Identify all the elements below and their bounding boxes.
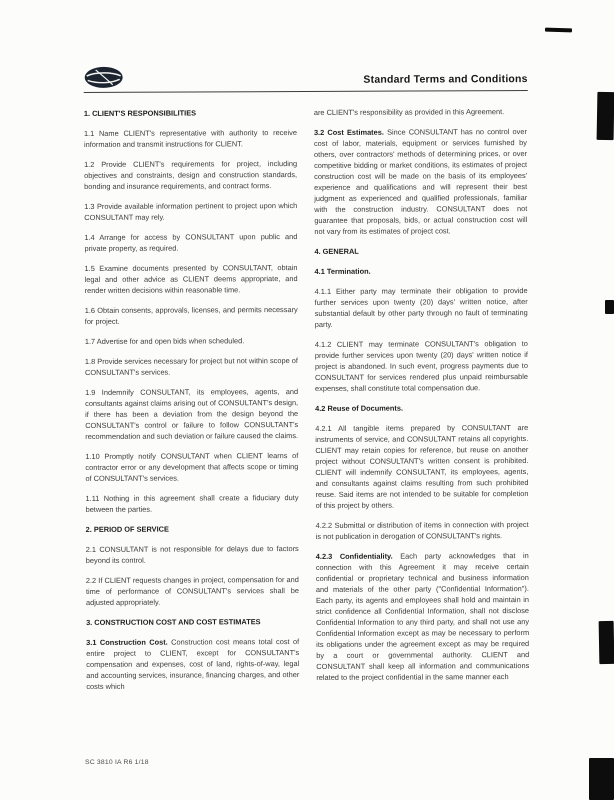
- section-heading: 1. CLIENT'S RESPONSIBILITIES: [83, 108, 197, 118]
- header-divider: [84, 90, 528, 93]
- paragraph: 3.1 Construction Cost. Construction cost means total cost of entire project to CLIENT, except for CONSULTANT's compensation and expenses, cost of land, rights-of-way, legal and accounting services, insurance, financing charges, and other costs which: [86, 637, 300, 691]
- paragraph: 3.2 Cost Estimates. Since CONSULTANT has no control over cost of labor, materials, equipment or services furnished by others, over contractors' methods of determining prices, or over competitive bidding or market conditions, its estimates of project construction cost will be made on the basis of its employees' experience and qualifications and will represent their best judgment as experienced and qualified professionals, familiar with the construction industry. CONSULTANT does not guarantee that proposals, bids, or actual construction cost will not vary from its estimates of project cost.: [313, 127, 528, 236]
- document-body: [84, 106, 531, 701]
- paragraph: are CLIENT's responsibility as provided in this Agreement.: [313, 107, 505, 117]
- scan-artifact-right-upper: [597, 92, 614, 140]
- paragraph: 1.1 Name CLIENT's representative with authority to receive information and transmit instructions for CLIENT.: [83, 128, 297, 149]
- document-form-code: SC 3810 IA R6 1/18: [85, 759, 149, 766]
- paragraph: 4.2.2 Submittal or distribution of items in connection with project is not publication in derogation of CONSULTANT's rights.: [315, 520, 529, 541]
- scan-artifact-top: [545, 28, 572, 33]
- paragraph: 1.10 Promptly notify CONSULTANT when CLIENT learns of contractor error or any development that affects scope or timing of CONSULTANT's services.: [85, 451, 299, 483]
- paragraph: 1.8 Provide services necessary for project but not within scope of CONSULTANT's services.: [84, 356, 298, 377]
- page-header: [84, 55, 528, 89]
- paragraph: 2.2 If CLIENT requests changes in project, compensation for and time of performance of CONSULTANT's services shall be adjusted appropriately.: [85, 575, 299, 607]
- subsection-heading: 4.1 Termination.: [314, 266, 371, 276]
- paragraph: 4.1.1 Either party may terminate their obligation to provide further services upon twenty (20) days' written notice, after substantial default by other party through no fault of terminating party.: [314, 286, 528, 329]
- paragraph: 1.3 Provide available information pertinent to project upon which CONSULTANT may rely.: [84, 201, 298, 222]
- section-heading: 4. GENERAL: [314, 246, 359, 256]
- scan-artifact-bottom-right: [589, 758, 614, 800]
- page-content: [84, 55, 531, 701]
- subsection-heading: 4.2 Reuse of Documents.: [315, 403, 404, 413]
- paragraph: 1.7 Advertise for and open bids when scheduled.: [84, 336, 245, 346]
- company-logo-icon: [84, 66, 124, 89]
- left-column: [84, 107, 300, 701]
- paragraph: 2.1 CONSULTANT is not responsible for delays due to factors beyond its control.: [85, 544, 299, 565]
- paragraph: 1.4 Arrange for access by CONSULTANT upon public and private property, as required.: [84, 232, 298, 253]
- paragraph: 4.2.3 Confidentiality. Each party acknowledges that in connection with this Agreement it may receive certain confidential or proprietary technical and business information and materials of the other party ("Confidential Information"). Each party, its agents and employees shall hold and maintain in strict confidence all Confidential Information, shall not disclose Confidential Information to any third party, and shall not use any Confidential Information except as may be necessary to perform its obligations under the agreement except as may be required by a court or governmental authority. CLIENT and CONSULTANT shall keep all information and communications related to the project confidential in the same manner each: [315, 551, 530, 682]
- section-heading: 2. PERIOD OF SERVICE: [85, 524, 169, 534]
- section-heading: 3. CONSTRUCTION COST AND COST ESTIMATES: [86, 617, 261, 627]
- paragraph-lead: 3.2 Cost Estimates.: [313, 127, 388, 137]
- paragraph-lead: 4.2.3 Confidentiality.: [315, 551, 401, 561]
- right-column: [314, 106, 530, 700]
- page-title: Standard Terms and Conditions: [363, 73, 528, 86]
- paragraph: 1.6 Obtain consents, approvals, licenses, and permits necessary for project.: [84, 305, 298, 326]
- paragraph: 4.1.2 CLIENT may terminate CONSULTANT's obligation to provide further services upon twenty (20) days' written notice if project is abandoned. In such event, progress payments due to CONSULTANT for services rendered plus unpaid reimbursable expenses, shall constitute total compensation due.: [314, 339, 529, 393]
- scan-artifact-right-lower: [599, 621, 614, 664]
- paragraph: 1.5 Examine documents presented by CONSULTANT, obtain legal and other advice as CLIENT deems appropriate, and render written decisions within reasonable time.: [84, 263, 298, 295]
- paragraph-lead: 3.1 Construction Cost.: [86, 637, 172, 647]
- paragraph: 1.11 Nothing in this agreement shall create a fiduciary duty between the parties.: [85, 493, 299, 514]
- paragraph: 1.2 Provide CLIENT's requirements for project, including objectives and constraints, design and construction standards, bonding and insurance requirements, and contract forms.: [84, 159, 298, 191]
- scan-artifact-right-middle: [605, 300, 614, 314]
- paragraph: 1.9 Indemnify CONSULTANT, its employees, agents, and consultants against claims arising out of CONSULTANT's design, if there has been a deviation from the design beyond the CONSULTANT's control or failure to follow CONSULTANT's recommendation and such deviation or failure caused the claims.: [85, 387, 299, 441]
- paragraph: 4.2.1 All tangible items prepared by CONSULTANT are instruments of service, and CONSULTANT retains all copyrights. CLIENT may retain copies for reference, but reuse on another project without CONSULTANT's written consent is prohibited. CLIENT will indemnify CONSULTANT, its employees, agents, and consultants against claims resulting from such prohibited reuse. Said items are not intended to be suitable for completion of this project by others.: [315, 423, 529, 510]
